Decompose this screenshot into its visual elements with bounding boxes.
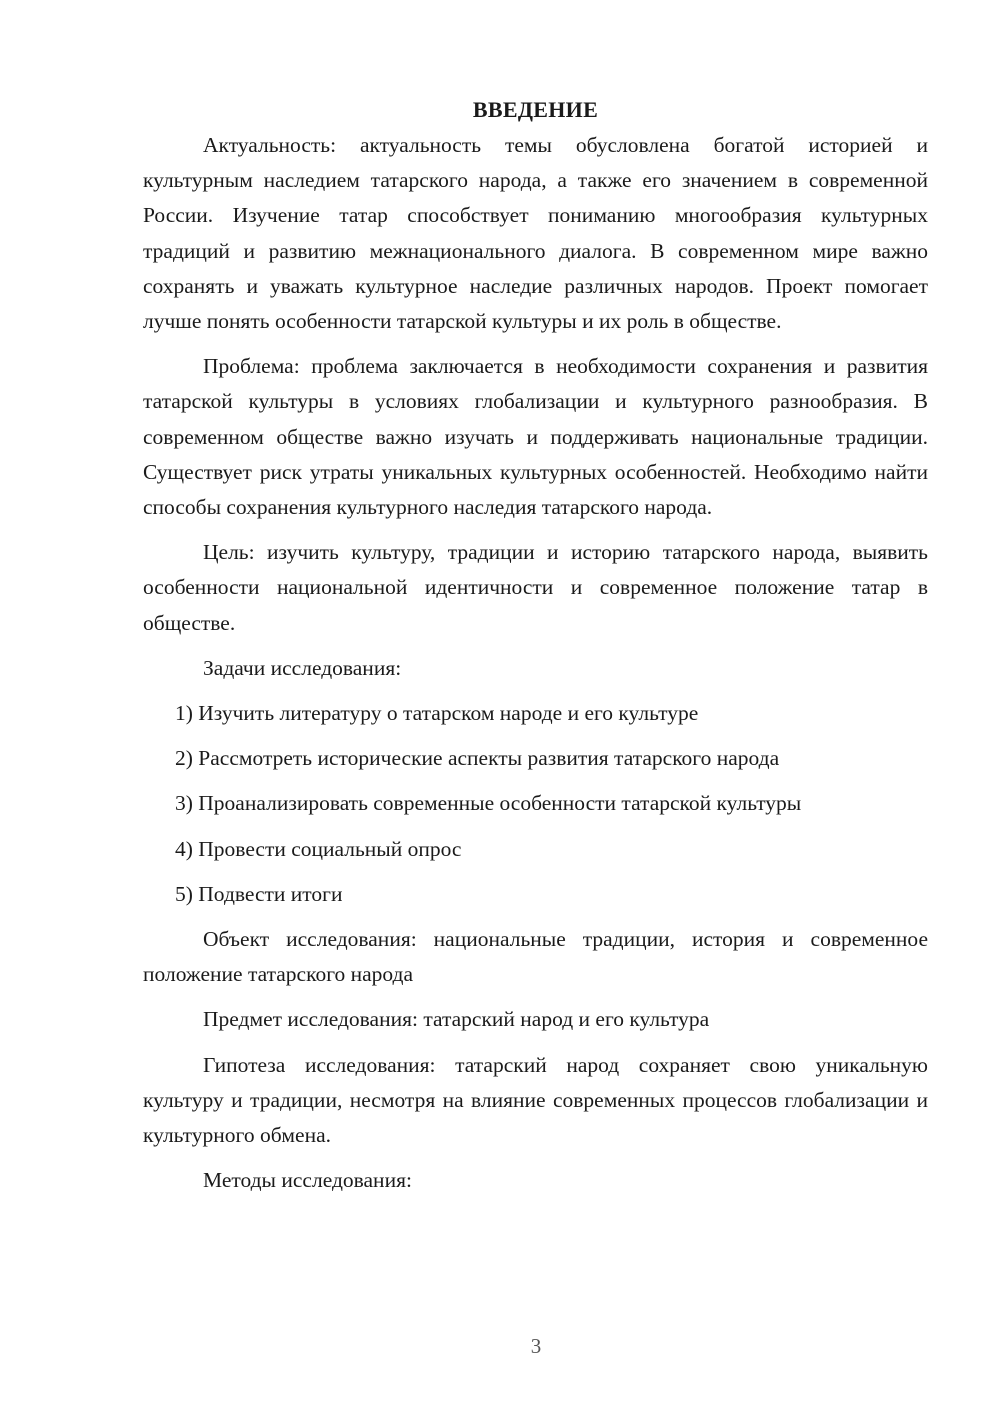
- document-page: [143, 94, 928, 1198]
- tasks-list: [143, 696, 928, 912]
- problem-paragraph: Проблема: проблема заключается в необходимости сохранения и развития татарской культуры в условиях глобализации и культурного разнообразия. В современном обществе важно изучать и поддерживать национальные традиции. Существует риск утраты уникальных культурных особенностей. Необходимо найти способы сохранения культурного наследия татарского народа.: [143, 354, 928, 520]
- relevance-paragraph: Актуальность: актуальность темы обусловлена богатой историей и культурным наследием татарского народа, а также его значением в современной России. Изучение татар способствует пониманию многообразия культурных традиций и развитию межнационального диалога. В современном мире важно сохранять и уважать культурное наследие различных народов. Проект помогает лучше понять особенности татарской культуры и их роль в обществе.: [143, 133, 928, 334]
- object-paragraph: Объект исследования: национальные традиции, история и современное положение татарского народа: [143, 927, 928, 987]
- section-heading: ВВЕДЕНИЕ: [472, 97, 599, 122]
- list-item: 3) Проанализировать современные особенности татарской культуры: [175, 791, 802, 816]
- methods-title: Методы исследования:: [203, 1168, 412, 1193]
- page-number: 3: [530, 1334, 542, 1358]
- list-item: 1) Изучить литературу о татарском народе и его культуре: [175, 701, 699, 726]
- list-item: 4) Провести социальный опрос: [175, 836, 462, 861]
- goal-paragraph: Цель: изучить культуру, традиции и историю татарского народа, выявить особенности национальной идентичности и современное положение татар в обществе.: [143, 540, 928, 635]
- hypothesis-paragraph: Гипотеза исследования: татарский народ сохраняет свою уникальную культуру и традиции, несмотря на влияние современных процессов глобализации и культурного обмена.: [143, 1052, 928, 1148]
- list-item: 5) Подвести итоги: [175, 881, 343, 906]
- tasks-title: Задачи исследования:: [203, 655, 402, 680]
- list-item: 2) Рассмотреть исторические аспекты развития татарского народа: [175, 746, 780, 771]
- subject-paragraph: Предмет исследования: татарский народ и его культура: [203, 1007, 710, 1032]
